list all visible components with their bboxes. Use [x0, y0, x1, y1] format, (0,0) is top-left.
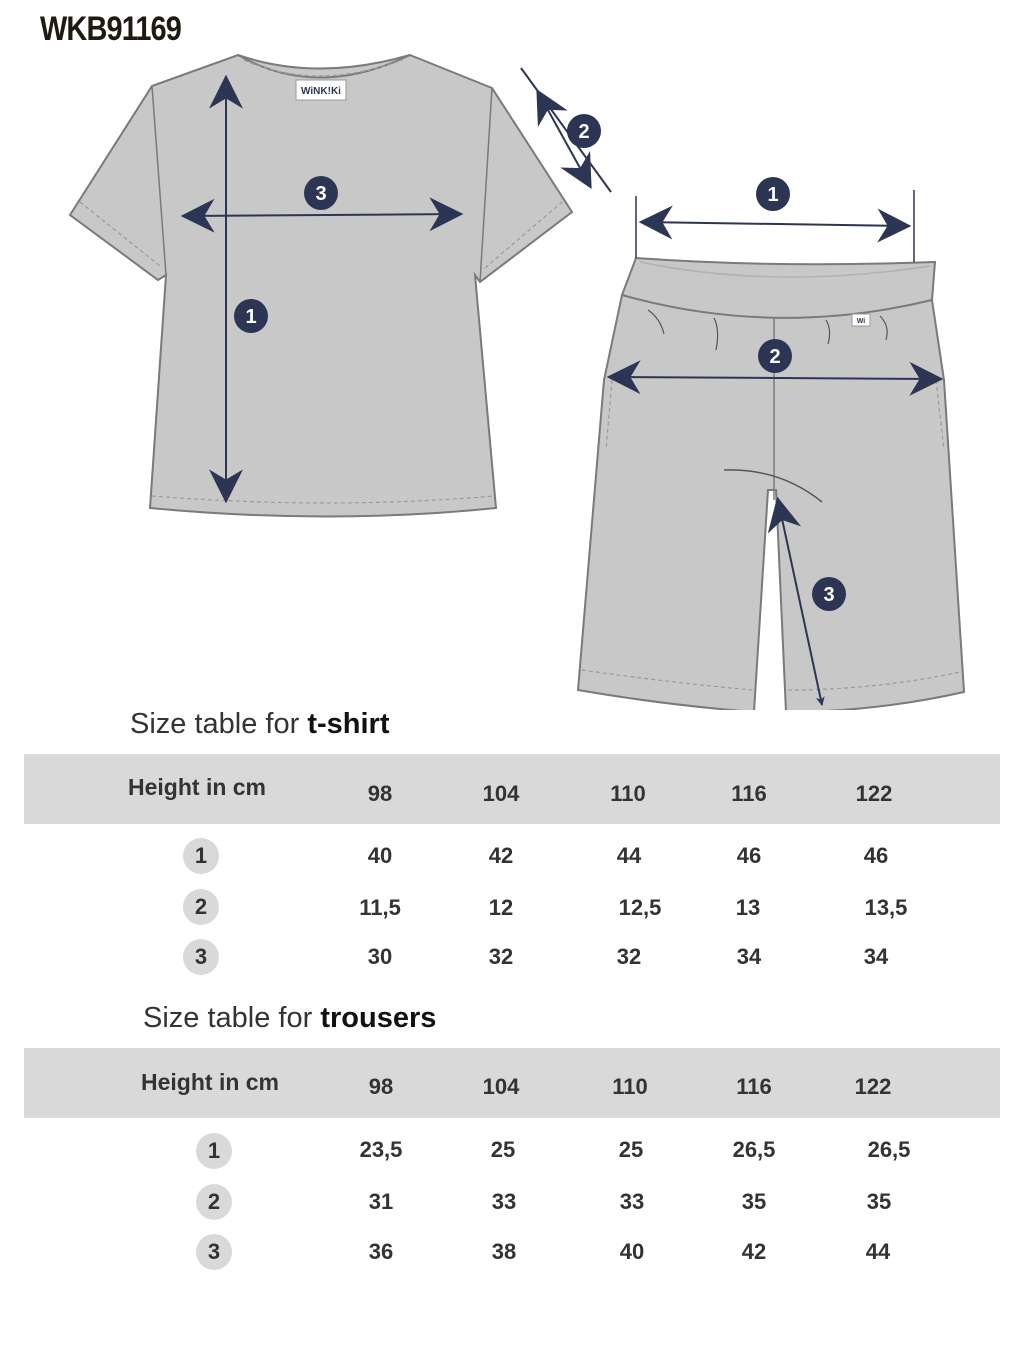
- svg-text:3: 3: [315, 183, 327, 205]
- trousers-cell: 42: [741, 1239, 767, 1264]
- trousers-size-116: 116: [736, 1074, 772, 1099]
- trousers-header-label: Height in cm: [141, 1069, 280, 1095]
- svg-text:1: 1: [767, 184, 779, 206]
- trousers-body: [578, 258, 964, 710]
- tshirt-row-label-1: 1: [183, 838, 219, 874]
- tshirt-cell: 12,5: [618, 895, 662, 920]
- tshirt-cell: 42: [488, 843, 514, 868]
- trousers-size-98: 98: [368, 1074, 394, 1099]
- trousers-cell: 25: [618, 1137, 644, 1162]
- trousers-cell: 35: [741, 1189, 767, 1214]
- tshirt-size-98: 98: [367, 781, 393, 806]
- tshirt-cell: 13,5: [864, 895, 908, 920]
- tshirt-size-104: 104: [482, 781, 520, 806]
- trousers-cell: 26,5: [732, 1137, 776, 1162]
- tshirt-size-122: 122: [855, 781, 893, 806]
- svg-text:1: 1: [245, 306, 257, 328]
- tshirt-size-110: 110: [610, 781, 646, 806]
- trousers-size-110: 110: [612, 1074, 648, 1099]
- trousers-row-label-3: 3: [196, 1234, 232, 1270]
- trousers-cell: 36: [368, 1239, 394, 1264]
- trousers-cell: 44: [865, 1239, 891, 1264]
- tshirt-cell: 30: [367, 944, 393, 969]
- tshirt-cell: 46: [736, 843, 762, 868]
- trousers-cell: 23,5: [359, 1137, 403, 1162]
- trousers-cell: 31: [368, 1189, 394, 1214]
- tshirt-size-116: 116: [731, 781, 767, 806]
- svg-text:WiNK!Ki: WiNK!Ki: [301, 86, 341, 97]
- tshirt-cell: 11,5: [359, 895, 401, 920]
- svg-text:Wi: Wi: [856, 318, 866, 325]
- trousers-cell: 33: [619, 1189, 645, 1214]
- trousers-cell: 25: [490, 1137, 516, 1162]
- tshirt-row-label-3: 3: [183, 939, 219, 975]
- tshirt-cell: 34: [863, 944, 889, 969]
- trousers-cell: 40: [619, 1239, 645, 1264]
- tshirt-marker-1: [234, 299, 268, 333]
- trousers-drawing: [578, 258, 964, 710]
- trousers-cell: 26,5: [867, 1137, 911, 1162]
- tshirt-body: [70, 55, 572, 517]
- trousers-size-104: 104: [482, 1074, 520, 1099]
- trousers-marker-2: [758, 339, 792, 373]
- trousers-table-title: Size table for trousers: [143, 1002, 437, 1034]
- tshirt-header-label: Height in cm: [128, 774, 267, 800]
- tshirt-cell: 44: [616, 843, 642, 868]
- svg-text:2: 2: [578, 121, 590, 143]
- tshirt-cell: 13: [735, 895, 761, 920]
- tshirt-cell: 32: [616, 944, 642, 969]
- svg-text:3: 3: [823, 584, 835, 606]
- tshirt-cell: 46: [863, 843, 889, 868]
- tshirt-row-label-2: 2: [183, 889, 219, 925]
- svg-text:2: 2: [769, 346, 781, 368]
- trousers-marker-1: [756, 177, 790, 211]
- product-code: WKB91169: [40, 10, 181, 48]
- trousers-row-label-1: 1: [196, 1133, 232, 1169]
- trousers-marker-3: [812, 577, 846, 611]
- trousers-cell: 33: [491, 1189, 517, 1214]
- trousers-cell: 38: [491, 1239, 517, 1264]
- tshirt-cell: 34: [736, 944, 762, 969]
- trousers-cell: 35: [866, 1189, 892, 1214]
- tshirt-cell: 40: [367, 843, 393, 868]
- tshirt-cell: 12: [488, 895, 514, 920]
- trousers-size-122: 122: [854, 1074, 892, 1099]
- tshirt-table-title: Size table for t-shirt: [130, 708, 390, 740]
- tshirt-cell: 32: [488, 944, 514, 969]
- tshirt-marker-2: [567, 114, 601, 148]
- trousers-row-label-2: 2: [196, 1184, 232, 1220]
- tshirt-drawing: [70, 55, 572, 517]
- tshirt-marker-3: [304, 176, 338, 210]
